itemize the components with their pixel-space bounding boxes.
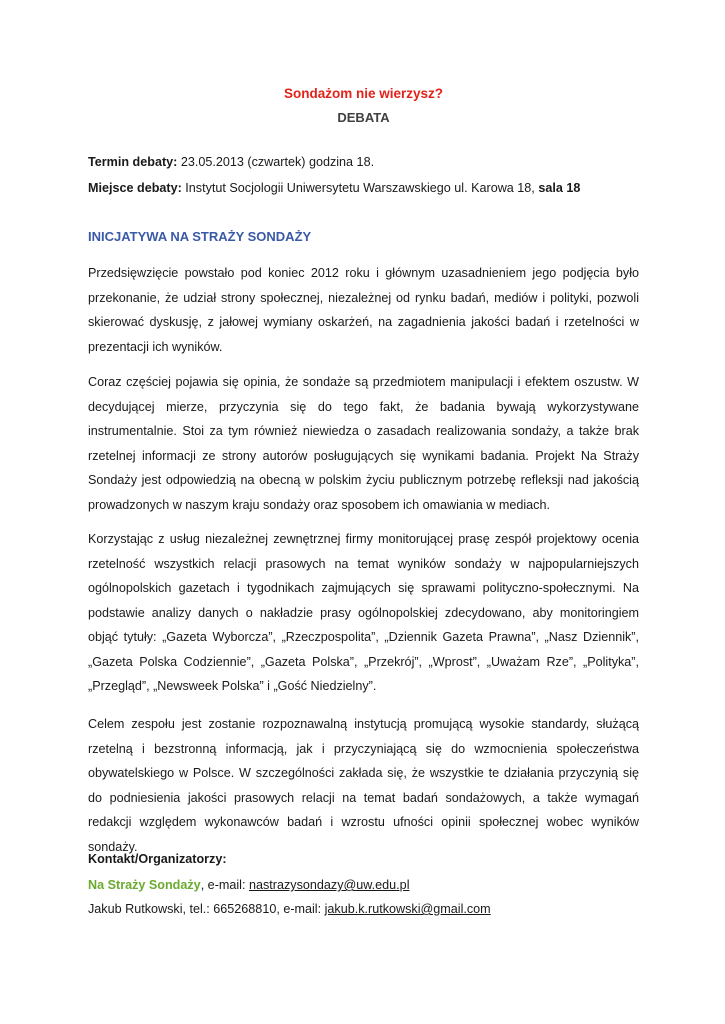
contact-org-line	[88, 878, 410, 892]
person-info: Jakub Rutkowski, tel.: 665268810, e-mail:	[88, 902, 325, 916]
debate-date	[88, 155, 374, 169]
paragraph-3: Korzystając z usług niezależnej zewnętrznej firmy monitorującej prasę zespół projektowy ocenia rzetelność wszystkich relacji prasowych na temat wyników sondaży w najpopularniejszych ogólnopolskich gazetach i tygodnikach zajmujących się sprawami polityczno-społecznymi. Na podstawie analizy danych o nakładzie prasy ogólnopolskiej zdecydowano, aby monitoringiem objąć tytuły: „Gazeta Wyborcza”, „Rzeczpospolita”, „Dziennik Gazeta Prawna”, „Nasz Dziennik”, „Gazeta Polska Codziennie”, „Gazeta Polska”, „Przekrój”, „Wprost”, „Uważam Rze”, „Polityka”, „Przegląd”, „Newsweek Polska” i „Gość Niedzielny”.	[88, 532, 639, 693]
document-subtitle: DEBATA	[337, 110, 390, 125]
debate-place-value: Instytut Socjologii Uniwersytetu Warszawskiego ul. Karowa 18,	[181, 181, 539, 195]
person-email-link[interactable]: jakub.k.rutkowski@gmail.com	[324, 902, 491, 916]
contact-heading: Kontakt/Organizatorzy:	[88, 852, 227, 866]
debate-place	[88, 181, 580, 195]
contact-person-line	[88, 902, 491, 916]
debate-date-value: 23.05.2013 (czwartek) godzina 18.	[177, 155, 375, 169]
paragraph-4: Celem zespołu jest zostanie rozpoznawalną instytucją promującą wysokie standardy, służącą rzetelną i bezstronną informacją, jak i przyczyniającą się do wzmocnienia społeczeństwa obywatelskiego w Polsce. W szczególności zakłada się, że wszystkie te działania przyczynią się do podniesienia jakości prasowych relacji na temat badań sondażowych, a także wymagań redakcji względem wykonawców badań i wzrostu ufności opinii społecznej wobec wyników sondaży.	[88, 717, 639, 854]
debate-place-label: Miejsce debaty:	[88, 181, 182, 195]
paragraph-2: Coraz częściej pojawia się opinia, że sondaże są przedmiotem manipulacji i efektem oszustw. W decydującej mierze, przyczynia się do tego fakt, że badania bywają wykorzystywane instrumentalnie. Stoi za tym również niewiedza o zasadach realizowania sondaży, a także brak rzetelnej informacji ze strony autorów posługujących się wynikami badania. Projekt Na Straży Sondaży jest odpowiedzią na obecną w polskim życiu publicznym potrzebę refleksji nad jakością prowadzonych w naszym kraju sondaży oraz sposobem ich omawiania w mediach.	[88, 375, 639, 512]
document-title: Sondażom nie wierzysz?	[283, 86, 444, 101]
debate-date-label: Termin debaty:	[88, 155, 178, 169]
paragraph-1: Przedsięwzięcie powstało pod koniec 2012 roku i głównym uzasadnieniem jego podjęcia było przekonanie, że udział strony społecznej, niezależnej od rynku badań, mediów i polityki, pozwoli skierować dyskusję, z jałowej wymiany oskarżeń, na zagadnienia jakości badań i rzetelności w prezentacji ich wyników.	[88, 266, 639, 354]
section-heading: INICJATYWA NA STRAŻY SONDAŻY	[88, 229, 312, 244]
debate-place-room: sala 18	[538, 181, 581, 195]
org-name: Na Straży Sondaży	[88, 878, 201, 892]
org-email-link[interactable]: nastrazysondazy@uw.edu.pl	[248, 878, 410, 892]
org-email-label: , e-mail:	[200, 878, 249, 892]
